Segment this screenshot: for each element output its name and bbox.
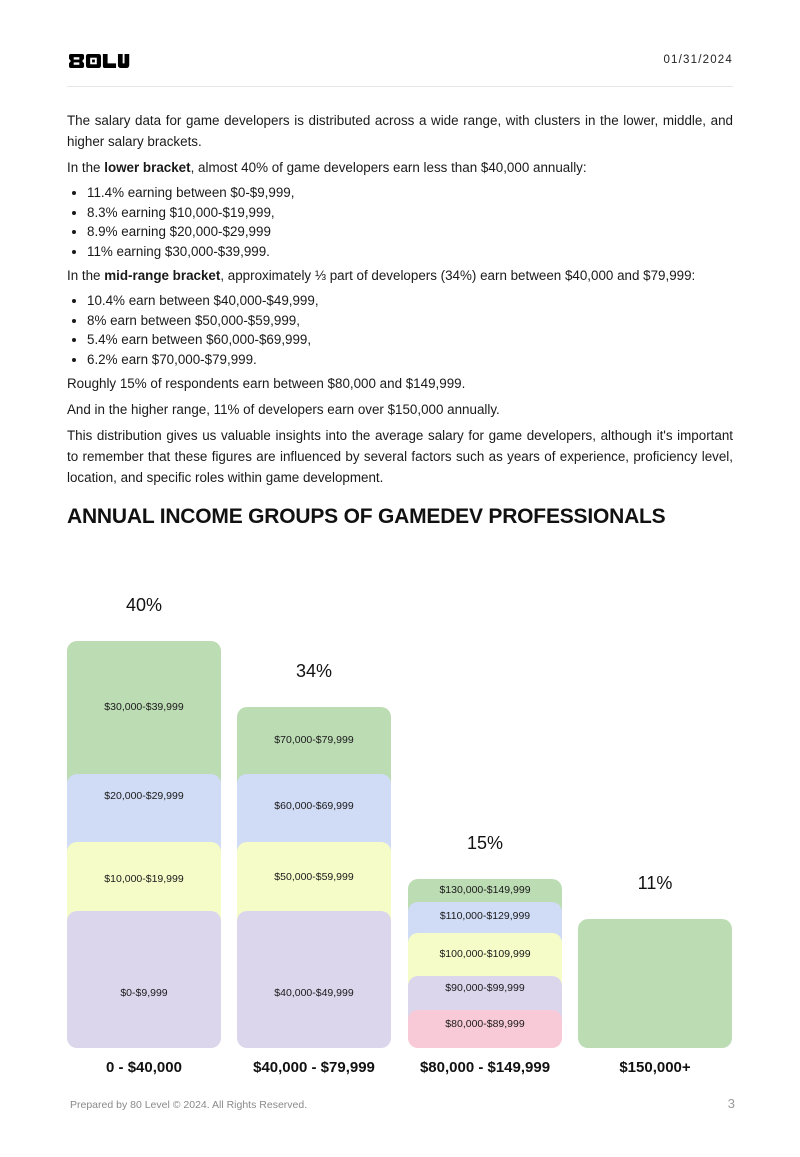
mid-bracket-paragraph [67,265,733,286]
upper-mid-paragraph: Roughly 15% of respondents earn between $80,000 and $149,999. [67,376,466,391]
lower-bracket-paragraph [67,157,733,178]
list-item: • 6.2% earn $70,000-$79,999. [87,350,733,370]
bar-80k-150k [408,879,562,1048]
segment-label: $110,000-$129,999 [439,910,531,922]
category-label: $150,000+ [619,1059,691,1076]
segment-label: $60,000-$69,999 [274,800,354,812]
segment-40k-50k [237,911,391,1048]
intro-paragraph: The salary data for game developers is distributed across a wide range, with clusters in the lower, middle, and higher salary brackets. [67,113,733,149]
page-number: 3 [727,1096,735,1111]
mid-bracket-list [67,291,733,369]
list-item: • 8.9% earning $20,000-$29,999 [87,222,733,242]
copyright-note: Prepared by 80 Level © 2024. All Rights Reserved. [70,1099,308,1111]
conclusion-paragraph: This distribution gives us valuable insights into the average salary for game developers, although it's important to remember that these figures are influenced by several factors such as years of experience, proficiency level, location, and specific roles within game development. [67,428,733,485]
80lv-logo-icon [67,53,135,69]
segment-label: $30,000-$39,999 [104,701,184,713]
report-date: 01/31/2024 [663,54,733,66]
text-span: In the [67,268,105,283]
segment-label: $50,000-$59,999 [274,871,354,883]
list-item: • 8% earn between $50,000-$59,999, [87,311,733,331]
high-range-paragraph: And in the higher range, 11% of developers earn over $150,000 annually. [67,402,500,417]
segment-30k-40k [67,641,221,791]
article-body [67,110,733,493]
bar-150k-plus [578,919,732,1048]
bold-term: mid-range bracket [104,268,221,283]
bold-term: lower bracket [104,160,191,175]
list-item: • 8.3% earning $10,000-$19,999, [87,203,733,223]
text-span: , approximately ⅓ part of developers (34%) earn between $40,000 and $79,999: [220,268,696,283]
list-item: • 11.4% earning between $0-$9,999, [87,183,733,203]
list-item: • 10.4% earn between $40,000-$49,999, [87,291,733,311]
segment-label: $80,000-$89,999 [445,1018,525,1030]
category-label: $40,000 - $79,999 [253,1059,375,1076]
segment-label: $40,000-$49,999 [274,987,354,999]
segment-150k-plus [578,919,732,1048]
list-item: • 11% earning $30,000-$39,999. [87,242,733,262]
segment-label: $130,000-$149,999 [439,884,531,896]
bar-total-label: 15% [466,833,504,853]
bar-total-label: 11% [637,873,673,893]
segment-label: $90,000-$99,999 [445,982,525,994]
category-label: 0 - $40,000 [106,1059,182,1076]
bar-40k-80k [237,707,391,1048]
lower-bracket-list [67,183,733,261]
segment-label: $70,000-$79,999 [274,734,354,746]
page-header [67,50,733,87]
text-span: , almost 40% of game developers earn less than $40,000 annually: [190,160,587,175]
bar-total-label: 40% [125,595,163,615]
bar-0-40k [67,641,221,1048]
text-span: In the [67,160,105,175]
segment-label: $20,000-$29,999 [104,790,184,802]
segment-label: $100,000-$109,999 [439,948,531,960]
bar-total-label: 34% [295,661,333,681]
chart-title: ANNUAL INCOME GROUPS OF GAMEDEV PROFESSIONALS [67,505,666,528]
segment-label: $0-$9,999 [120,987,168,999]
list-item: • 5.4% earn between $60,000-$69,999, [87,330,733,350]
segment-0-10k [67,911,221,1048]
segment-label: $10,000-$19,999 [104,873,184,885]
segment-80k-90k [408,1010,562,1048]
category-label: $80,000 - $149,999 [419,1059,551,1076]
